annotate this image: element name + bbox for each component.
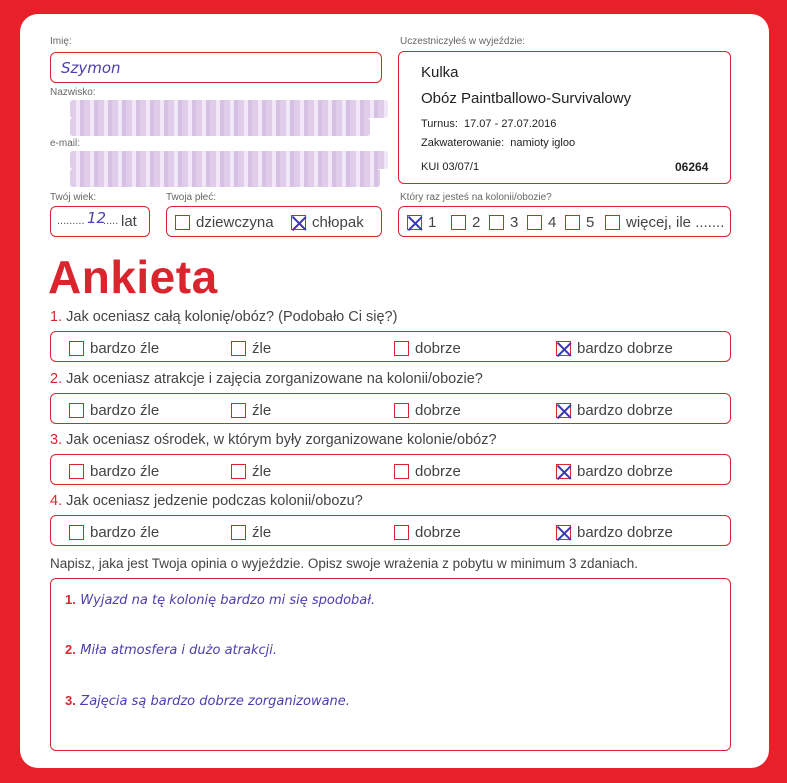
question-3-options: [50, 454, 731, 485]
q2-checkbox-very-good-checked[interactable]: [556, 403, 571, 418]
age-unit: lat: [121, 213, 137, 230]
opinion-line-1: 1. Wyjazd na tę kolonię bardzo mi się spodobał.: [65, 592, 376, 608]
question-1-options: [50, 331, 731, 362]
camp-info-box: [398, 51, 731, 184]
q4-checkbox-very-bad[interactable]: [69, 525, 84, 540]
camp-organizer: Kulka: [421, 64, 459, 81]
accommodation-row: [421, 137, 575, 149]
opinion-prompt: Napisz, jaka jest Twoja opinia o wyjeździe. Opisz swoje wrażenia z pobytu w minimum 3 zdaniach.: [50, 556, 639, 571]
q3-option-bad[interactable]: źle: [231, 462, 271, 480]
q4-option-bad[interactable]: źle: [231, 523, 271, 541]
times-field: [398, 206, 731, 237]
turnus-label: Turnus:: [421, 118, 458, 130]
participant-label: Uczestniczyłeś w wyjeździe:: [400, 36, 526, 47]
q4-option-very-good[interactable]: bardzo dobrze: [556, 523, 673, 541]
q1-checkbox-very-bad[interactable]: [69, 341, 84, 356]
q1-checkbox-good[interactable]: [394, 341, 409, 356]
email-label: e-mail:: [50, 138, 81, 149]
gender-female-option[interactable]: dziewczyna: [175, 213, 274, 231]
age-field[interactable]: [50, 206, 150, 237]
q1-checkbox-bad[interactable]: [231, 341, 246, 356]
surname-redacted-2: [70, 118, 370, 136]
q3-option-very-bad[interactable]: bardzo źle: [69, 462, 159, 480]
q3-option-very-good[interactable]: bardzo dobrze: [556, 462, 673, 480]
surname-redacted: [70, 100, 388, 118]
q2-checkbox-good[interactable]: [394, 403, 409, 418]
gender-label: Twoja płeć:: [166, 192, 217, 203]
accommodation-label: Zakwaterowanie:: [421, 137, 505, 149]
opinion-textarea[interactable]: [50, 578, 731, 751]
name-label: Imię:: [50, 36, 72, 47]
q1-option-bad[interactable]: źle: [231, 339, 271, 357]
accommodation-value: namioty igloo: [510, 137, 576, 149]
question-2-text: 2. Jak oceniasz atrakcje i zajęcia zorganizowane na kolonii/obozie?: [50, 371, 483, 387]
q2-checkbox-very-bad[interactable]: [69, 403, 84, 418]
q4-checkbox-good[interactable]: [394, 525, 409, 540]
name-field[interactable]: [50, 52, 382, 83]
opinion-line-3: 3. Zajęcia są bardzo dobrze zorganizowane.: [65, 693, 350, 709]
times-option-more[interactable]: więcej, ile .......: [605, 213, 724, 231]
q4-option-good[interactable]: dobrze: [394, 523, 461, 541]
times-label: Który raz jesteś na kolonii/obozie?: [400, 192, 552, 203]
email-redacted-2: [70, 169, 380, 187]
q3-checkbox-good[interactable]: [394, 464, 409, 479]
surname-label: Nazwisko:: [50, 87, 96, 98]
opinion-line-2: 2. Miła atmosfera i dużo atrakcji.: [65, 642, 277, 658]
turnus-value: 17.07 - 27.07.2016: [464, 118, 557, 130]
turnus-row: [421, 118, 556, 130]
survey-title: Ankieta: [48, 251, 218, 303]
q2-option-very-good[interactable]: bardzo dobrze: [556, 401, 673, 419]
age-dots-after: .....: [103, 215, 119, 227]
question-1-text: 1. Jak oceniasz całą kolonię/obóz? (Podobało Ci się?): [50, 309, 398, 325]
times-option-2[interactable]: 2: [451, 213, 480, 231]
q2-checkbox-bad[interactable]: [231, 403, 246, 418]
q4-option-very-bad[interactable]: bardzo źle: [69, 523, 159, 541]
gender-field: [166, 206, 382, 237]
email-redacted: [70, 151, 388, 169]
times-option-3[interactable]: 3: [489, 213, 518, 231]
q2-option-bad[interactable]: źle: [231, 401, 271, 419]
question-3-text: 3. Jak oceniasz ośrodek, w którym były zorganizowane kolonie/obóz?: [50, 432, 497, 448]
question-2-options: [50, 393, 731, 424]
question-4-options: [50, 515, 731, 546]
checkbox-male-checked[interactable]: [291, 215, 306, 230]
checkbox-times-4[interactable]: [527, 215, 542, 230]
q1-option-very-good[interactable]: bardzo dobrze: [556, 339, 673, 357]
q1-option-good[interactable]: dobrze: [394, 339, 461, 357]
camp-name: Obóz Paintballowo-Survivalowy: [421, 90, 632, 107]
times-option-5[interactable]: 5: [565, 213, 594, 231]
checkbox-times-more[interactable]: [605, 215, 620, 230]
q3-checkbox-very-bad[interactable]: [69, 464, 84, 479]
checkbox-times-5[interactable]: [565, 215, 580, 230]
checkbox-female[interactable]: [175, 215, 190, 230]
times-option-1[interactable]: 1: [407, 213, 436, 231]
age-dots-before: .........: [57, 215, 85, 227]
camp-number: 06264: [675, 160, 709, 174]
times-option-4[interactable]: 4: [527, 213, 556, 231]
q3-checkbox-very-good-checked[interactable]: [556, 464, 571, 479]
q2-option-very-bad[interactable]: bardzo źle: [69, 401, 159, 419]
camp-code: KUI 03/07/1: [421, 161, 480, 173]
q4-checkbox-bad[interactable]: [231, 525, 246, 540]
survey-sheet: [20, 14, 769, 768]
age-label: Twój wiek:: [50, 192, 97, 203]
q4-checkbox-very-good-checked[interactable]: [556, 525, 571, 540]
q3-checkbox-bad[interactable]: [231, 464, 246, 479]
checkbox-times-3[interactable]: [489, 215, 504, 230]
q1-checkbox-very-good-checked[interactable]: [556, 341, 571, 356]
question-4-text: 4. Jak oceniasz jedzenie podczas kolonii/obozu?: [50, 493, 363, 509]
name-value: Szymon: [61, 59, 121, 77]
checkbox-times-1-checked[interactable]: [407, 215, 422, 230]
q1-option-very-bad[interactable]: bardzo źle: [69, 339, 159, 357]
q3-option-good[interactable]: dobrze: [394, 462, 461, 480]
age-value: 12: [87, 209, 107, 227]
q2-option-good[interactable]: dobrze: [394, 401, 461, 419]
checkbox-times-2[interactable]: [451, 215, 466, 230]
gender-male-option[interactable]: chłopak: [291, 213, 364, 231]
